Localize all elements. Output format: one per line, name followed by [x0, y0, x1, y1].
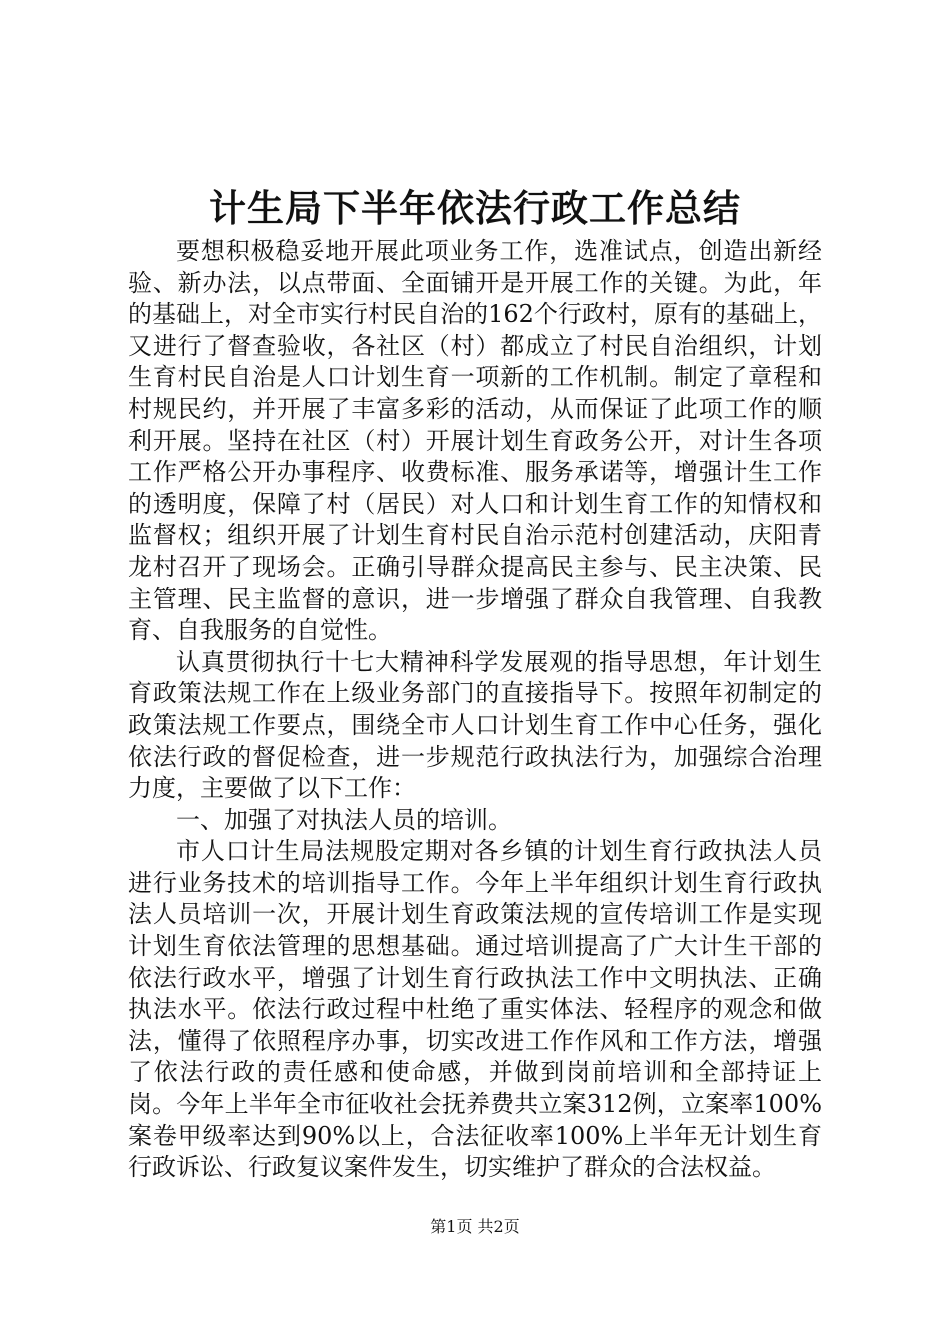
- document-title: 计生局下半年依法行政工作总结: [209, 186, 741, 230]
- paragraph-3: 市人口计生局法规股定期对各乡镇的计划生育行政执法人员进行业务技术的培训指导工作。今年上半年组织计划生育行政执法人员培训一次，开展计划生育政策法规的宣传培训工作是实现计划生育依法管理的思想基础。通过培训提高了广大计生干部的依法行政水平，增强了计划生育行政执法工作中文明执法、正确执法水平。依法行政过程中杜绝了重实体法、轻程序的观念和做法，懂得了依照程序办事，切实改进工作作风和工作方法，增强了依法行政的责任感和使命感，并做到岗前培训和全部持证上岗。今年上半年全市征收社会抚养费共立案312例，立案率100%案卷甲级率达到90%以上，合法征收率100%上半年无计划生育行政诉讼、行政复议案件发生，切实维护了群众的合法权益。: [128, 837, 822, 1182]
- paragraph-2: 认真贯彻执行十七大精神科学发展观的指导思想，年计划生育政策法规工作在上级业务部门的直接指导下。按照年初制定的政策法规工作要点，围绕全市人口计划生育工作中心任务，强化依法行政的督促检查，进一步规范行政执法行为，加强综合治理力度，主要做了以下工作：: [128, 647, 822, 803]
- section-heading: 一、加强了对执法人员的培训。: [176, 805, 512, 834]
- paragraph-1: 要想积极稳妥地开展此项业务工作，选准试点，创造出新经验、新办法，以点带面、全面铺开是开展工作的关键。为此，年的基础上，对全市实行村民自治的162个行政村，原有的基础上，又进行了督查验收，各社区（村）都成立了村民自治组织，计划生育村民自治是人口计划生育一项新的工作机制。制定了章程和村规民约，并开展了丰富多彩的活动，从而保证了此项工作的顺利开展。坚持在社区（村）开展计划生育政务公开，对计生各项工作严格公开办事程序、收费标准、服务承诺等，增强计生工作的透明度，保障了村（居民）对人口和计划生育工作的知情权和监督权；组织开展了计划生育村民自治示范村创建活动，庆阳青龙村召开了现场会。正确引导群众提高民主参与、民主决策、民主管理、民主监督的意识，进一步增强了群众自我管理、自我教育、自我服务的自觉性。: [128, 237, 822, 645]
- page-number-footer: 第1页 共2页: [430, 1217, 520, 1236]
- document-body: [128, 236, 822, 1184]
